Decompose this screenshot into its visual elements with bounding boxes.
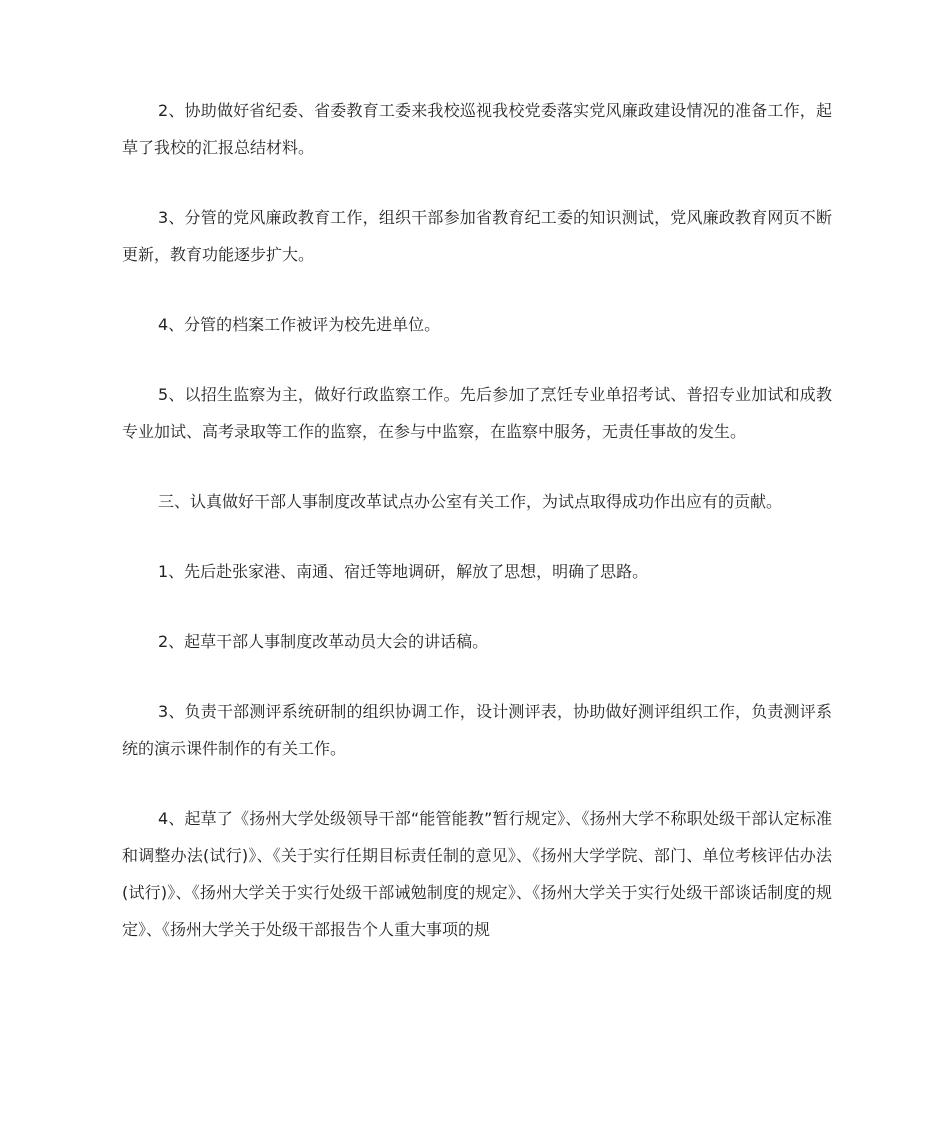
- paragraph-item-2-speech: 2、起草干部人事制度改革动员大会的讲话稿。: [158, 632, 489, 651]
- paragraph-item-3-evaluation: 3、负责干部测评系统研制的组织协调工作，设计测评表，协助做好测评组织工作，负责测评系统的演示课件制作的有关工作。: [122, 702, 832, 758]
- document-body: [122, 92, 832, 981]
- paragraph-item-1-research: 1、先后赴张家港、南通、宿迁等地调研，解放了思想，明确了思路。: [158, 562, 649, 581]
- paragraph-item-2-meeting-prep: 2、协助做好省纪委、省委教育工委来我校巡视我校党委落实党风廉政建设情况的准备工作，起草了我校的汇报总结材料。: [122, 101, 832, 157]
- section-heading-three: 三、认真做好干部人事制度改革试点办公室有关工作，为试点取得成功作出应有的贡献。: [158, 492, 783, 511]
- paragraph-item-4-regulations: 4、起草了《扬州大学处级领导干部“能管能教”暂行规定》、《扬州大学不称职处级干部认定标准和调整办法(试行)》、《关于实行任期目标责任制的意见》、《扬州大学学院、部门、单位考核评估办法(试行)》、《扬州大学关于实行处级干部诫勉制度的规定》、《扬州大学关于实行处级干部谈话制度的规定》、《扬州大学关于处级干部报告个人重大事项的规: [122, 809, 832, 939]
- paragraph-item-3-education: 3、分管的党风廉政教育工作，组织干部参加省教育纪工委的知识测试，党风廉政教育网页不断更新，教育功能逐步扩大。: [122, 208, 832, 264]
- paragraph-item-5-supervision: 5、以招生监察为主，做好行政监察工作。先后参加了烹饪专业单招考试、普招专业加试和成教专业加试、高考录取等工作的监察，在参与中监察，在监察中服务，无责任事故的发生。: [122, 385, 832, 441]
- paragraph-item-4-archives: 4、分管的档案工作被评为校先进单位。: [158, 315, 441, 334]
